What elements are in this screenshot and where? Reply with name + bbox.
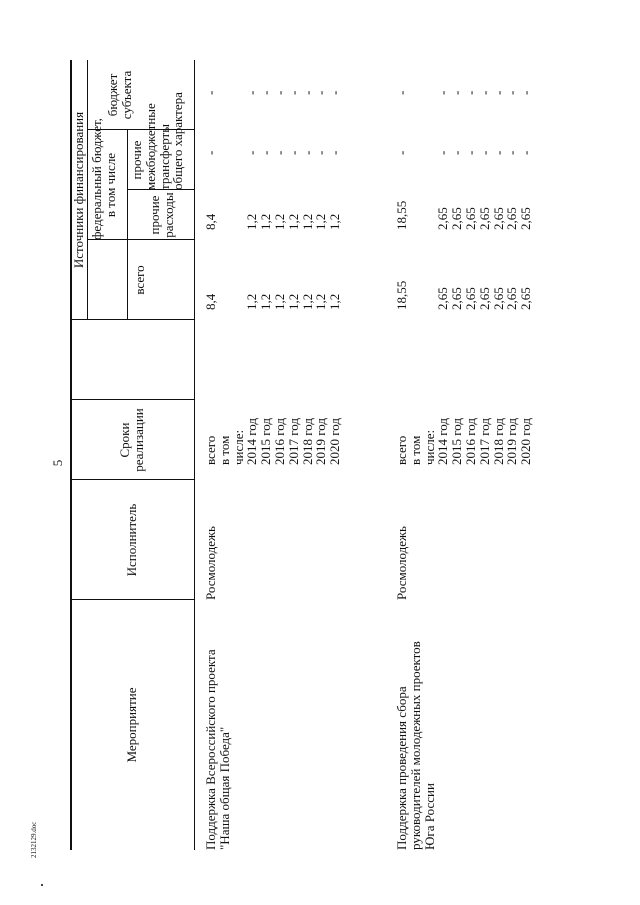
scan-speck — [41, 884, 43, 886]
header-federal-budget: федеральный бюджет, в том числе — [89, 118, 118, 240]
document-id: 2132129.doc — [30, 821, 38, 858]
row1-activity: Поддержка Всероссийского проекта "Наша общая Победа" — [203, 649, 232, 850]
row1-total: 8,4 1,2 1,2 1,2 1,2 1,2 1,2 1,2 — [203, 293, 343, 310]
header-bottom-line — [194, 60, 195, 850]
header-total: всего — [132, 265, 147, 295]
row1-subject-budget: - - - - - - - - — [203, 90, 343, 95]
row2-period: всего в том числе: 2014 год 2015 год 2016 год 2017 год 2018 год 2019 год 2020 год — [394, 418, 534, 465]
header-subject-budget: бюджет субъекта — [105, 70, 134, 120]
row2-executor: Росмолодежь — [394, 526, 409, 600]
header-activity: Мероприятие — [124, 687, 139, 763]
row1-period: всего в том числе: 2014 год 2015 год 2016 год 2017 год 2018 год 2019 год 2020 год — [203, 418, 343, 465]
column-divider-funding — [70, 319, 194, 320]
header-transfers: прочие межбюджетные трансферты общего характера — [129, 92, 186, 190]
header-executor: Исполнитель — [124, 503, 139, 577]
row1-executor: Росмолодежь — [203, 526, 218, 600]
funding-header-bottom-line — [87, 60, 88, 320]
rotated-table — [70, 60, 580, 850]
header-other-expenses: прочие расходы — [147, 192, 176, 238]
header-funding-sources: Источники финансирования — [71, 111, 86, 269]
row2-transfers: - - - - - - - - — [394, 150, 534, 155]
row2-other-expenses: 18,55 2,65 2,65 2,65 2,65 2,65 2,65 2,65 — [394, 200, 534, 230]
page-number: 5 — [50, 459, 65, 467]
federal-header-bottom-line — [127, 130, 128, 320]
row2-total: 18,55 2,65 2,65 2,65 2,65 2,65 2,65 2,65 — [394, 280, 534, 310]
row1-transfers: - - - - - - - - — [203, 150, 343, 155]
header-period: Сроки реализации — [117, 408, 146, 472]
row1-other-expenses: 8,4 1,2 1,2 1,2 1,2 1,2 1,2 1,2 — [203, 213, 343, 230]
row2-activity: Поддержка проведения сбора руководителей молодежных проектов Юга России — [394, 641, 437, 850]
row2-subject-budget: - - - - - - - - — [394, 90, 534, 95]
